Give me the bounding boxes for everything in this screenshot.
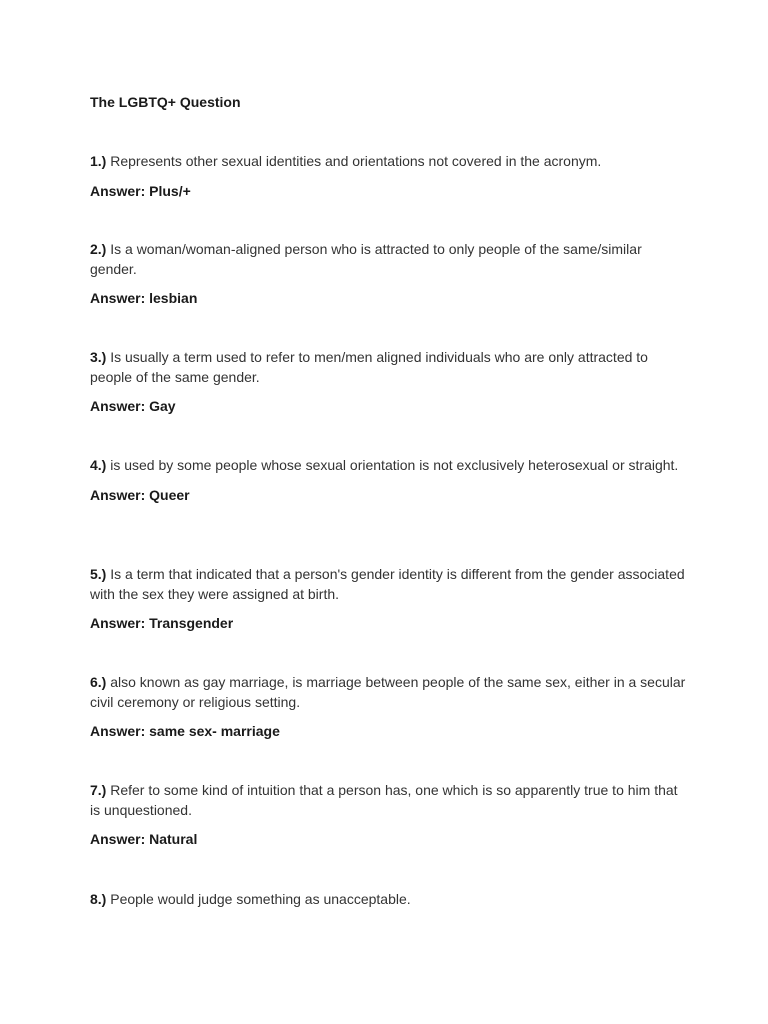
question-text: also known as gay marriage, is marriage between people of the same sex, either in a secular civil ceremony or religious setting. bbox=[90, 674, 686, 710]
answer-6: Answer: same sex- marriage bbox=[90, 723, 280, 739]
question-text: Is a term that indicated that a person's gender identity is different from the gender associated with the sex they were assigned at birth. bbox=[90, 566, 685, 602]
qa-item-4 bbox=[90, 456, 690, 504]
document-page bbox=[90, 93, 690, 907]
question-number: 7.) bbox=[90, 782, 107, 798]
qa-item-8 bbox=[90, 890, 690, 910]
question-5 bbox=[90, 565, 690, 604]
answer-4: Answer: Queer bbox=[90, 486, 190, 503]
qa-item-6 bbox=[90, 673, 690, 740]
question-number: 1.) bbox=[90, 153, 107, 169]
question-number: 6.) bbox=[90, 674, 107, 690]
question-number: 5.) bbox=[90, 566, 107, 582]
question-text: Is a woman/woman-aligned person who is attracted to only people of the same/similar gender. bbox=[90, 241, 642, 277]
document-title: The LGBTQ+ Question bbox=[90, 94, 241, 110]
question-text: Is usually a term used to refer to men/men aligned individuals who are only attracted to people of the same gender. bbox=[90, 349, 648, 385]
qa-item-1 bbox=[90, 152, 690, 200]
answer-3: Answer: Gay bbox=[90, 398, 176, 414]
question-number: 4.) bbox=[90, 457, 107, 473]
answer-7: Answer: Natural bbox=[90, 831, 198, 847]
qa-item-2 bbox=[90, 240, 690, 307]
question-6 bbox=[90, 673, 690, 712]
question-number: 2.) bbox=[90, 241, 107, 257]
question-2 bbox=[90, 240, 690, 279]
qa-item-7 bbox=[90, 781, 690, 848]
qa-item-5 bbox=[90, 565, 690, 632]
qa-item-3 bbox=[90, 348, 690, 415]
question-text: Represents other sexual identities and orientations not covered in the acronym. bbox=[106, 153, 602, 169]
answer-5: Answer: Transgender bbox=[90, 615, 234, 631]
question-3 bbox=[90, 348, 690, 387]
question-8 bbox=[90, 890, 690, 910]
answer-1: Answer: Plus/+ bbox=[90, 182, 191, 199]
question-number: 3.) bbox=[90, 349, 107, 365]
answer-2: Answer: lesbian bbox=[90, 290, 198, 306]
question-text: Refer to some kind of intuition that a person has, one which is so apparently true to him that is unquestioned. bbox=[90, 782, 678, 818]
question-1 bbox=[90, 152, 690, 172]
question-text: is used by some people whose sexual orientation is not exclusively heterosexual or straight. bbox=[106, 457, 679, 473]
question-text: People would judge something as unacceptable. bbox=[106, 891, 411, 907]
question-7 bbox=[90, 781, 690, 820]
question-number: 8.) bbox=[90, 891, 107, 907]
question-4 bbox=[90, 456, 690, 476]
